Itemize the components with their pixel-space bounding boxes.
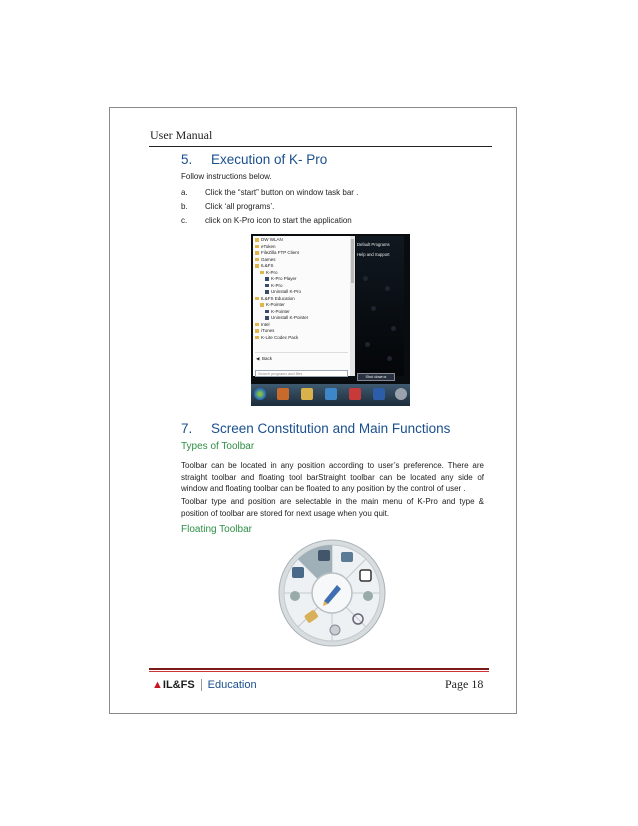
- folder-icon: [255, 329, 259, 333]
- menu-item: eToken: [255, 244, 276, 250]
- menu-item: K-Pointer: [265, 309, 290, 315]
- step-a-text: Click the “start” button on window task bar .: [205, 188, 359, 197]
- menu-item: DW WLAN: [255, 237, 283, 243]
- media-player-icon: [277, 388, 289, 400]
- menu-divider: [255, 352, 348, 353]
- start-orb-icon: [254, 388, 266, 400]
- folder-icon: [255, 323, 259, 327]
- right-panel-icon: [371, 306, 376, 311]
- logo-mark-icon: ▲: [152, 679, 163, 691]
- section-5-title: Execution of K- Pro: [211, 152, 328, 167]
- step-a-letter: a.: [181, 188, 188, 197]
- menu-item: Intel: [255, 322, 270, 328]
- right-panel-icon: [365, 342, 370, 347]
- shutdown-label: Shut down: [365, 375, 384, 379]
- app-icon: [265, 290, 269, 294]
- step-b-letter: b.: [181, 202, 188, 211]
- previous-arrow-icon: [290, 591, 300, 601]
- logo-divider: [201, 679, 202, 691]
- menu-item: K-Pro: [260, 270, 278, 276]
- menu-item: K-Pro: [265, 283, 283, 289]
- right-panel-icon: [391, 326, 396, 331]
- header-rule: [149, 146, 492, 147]
- section-5-intro: Follow instructions below.: [181, 172, 272, 181]
- floating-toolbar-image: [277, 538, 387, 648]
- footer-rule: [149, 668, 489, 670]
- footer-rule-thin: [149, 671, 489, 672]
- menu-item: Uninstall K-Pointer: [265, 315, 308, 321]
- default-programs-link: Default Programs: [357, 242, 390, 247]
- right-panel-icon: [385, 286, 390, 291]
- types-of-toolbar-heading: Types of Toolbar: [181, 441, 255, 452]
- menu-item: IL&FS Education: [255, 296, 295, 302]
- word-icon: [373, 388, 385, 400]
- ilfs-education-logo: [152, 679, 257, 691]
- app-icon: [265, 284, 269, 288]
- folder-icon: [255, 258, 259, 262]
- toolbar-paragraph-2: Toolbar type and position are selectable in the main menu of K-Pro and type & position of toolbar are stored for next usage when you quit.: [181, 497, 484, 518]
- menu-item: FileZilla FTP Client: [255, 250, 299, 256]
- office-icon: [349, 388, 361, 400]
- page-number: Page 18: [445, 677, 484, 691]
- section-7-number: 7.: [181, 421, 193, 436]
- section-5-number: 5.: [181, 152, 193, 167]
- menu-item: IL&FS: [255, 263, 274, 269]
- menu-item: Games: [255, 257, 276, 263]
- section-7-heading: [181, 421, 450, 436]
- folder-icon: [255, 297, 259, 301]
- right-panel-icon: [363, 276, 368, 281]
- step-b: [181, 202, 274, 211]
- app-icon: [265, 316, 269, 320]
- folder-icon: [260, 271, 264, 275]
- app-icon: [265, 277, 269, 281]
- ie-icon: [325, 388, 337, 400]
- app-icon: [265, 310, 269, 314]
- menu-item: K-Lite Codec Pack: [255, 335, 298, 341]
- scrollbar-thumb: [351, 239, 354, 283]
- menu-item: Uninstall K-Pro: [265, 289, 301, 295]
- whiteboard-icon: [360, 570, 371, 581]
- menu-scrollbar: [350, 236, 355, 376]
- screen-tool-icon: [292, 567, 304, 578]
- screen-capture-icon: [341, 552, 353, 562]
- right-panel-icon: [387, 356, 392, 361]
- right-panel: [356, 236, 404, 376]
- section-7-title: Screen Constitution and Main Functions: [211, 421, 451, 436]
- section-5-heading: [181, 152, 327, 167]
- running-header: User Manual: [150, 128, 213, 142]
- programs-list: [253, 236, 350, 376]
- app-icon: [395, 388, 407, 400]
- folder-icon: [255, 238, 259, 242]
- folder-icon: [260, 303, 264, 307]
- back-button: ◀ Back: [256, 356, 272, 361]
- taskbar: [251, 384, 410, 406]
- folder-icon: [255, 245, 259, 249]
- camera-icon: [318, 550, 330, 561]
- menu-item: iTunes: [255, 328, 274, 334]
- logo-education: Education: [207, 679, 257, 691]
- menu-item: K-Pro Player: [265, 276, 297, 282]
- next-arrow-icon: [363, 591, 373, 601]
- toolbar-paragraph-1: Toolbar can be located in any position according to user’s preference. There are straight toolbar and floating tool barStraight toolbar can be located any side of window and floating toolbar can be floated to any position by the control of user .: [181, 461, 484, 493]
- step-c: [181, 216, 352, 225]
- menu-item: K-Pointer: [260, 302, 285, 308]
- step-b-text: Click ‘all programs’.: [205, 202, 275, 211]
- folder-icon: [255, 251, 259, 255]
- search-field: Search programs and files: [255, 370, 348, 377]
- explorer-icon: [301, 388, 313, 400]
- step-a: [181, 188, 358, 197]
- step-c-text: click on K-Pro icon to start the application: [205, 216, 352, 225]
- help-support-link: Help and Support: [357, 252, 390, 257]
- step-c-letter: c.: [181, 216, 188, 225]
- back-label: Back: [261, 356, 272, 361]
- folder-icon: [255, 264, 259, 268]
- menu-icon: [330, 625, 340, 635]
- logo-brand: IL&FS: [162, 679, 195, 691]
- start-menu-screenshot: [251, 234, 410, 406]
- floating-toolbar-heading: Floating Toolbar: [181, 524, 252, 535]
- folder-icon: [255, 336, 259, 340]
- shutdown-button: Shut down ▸: [357, 373, 395, 381]
